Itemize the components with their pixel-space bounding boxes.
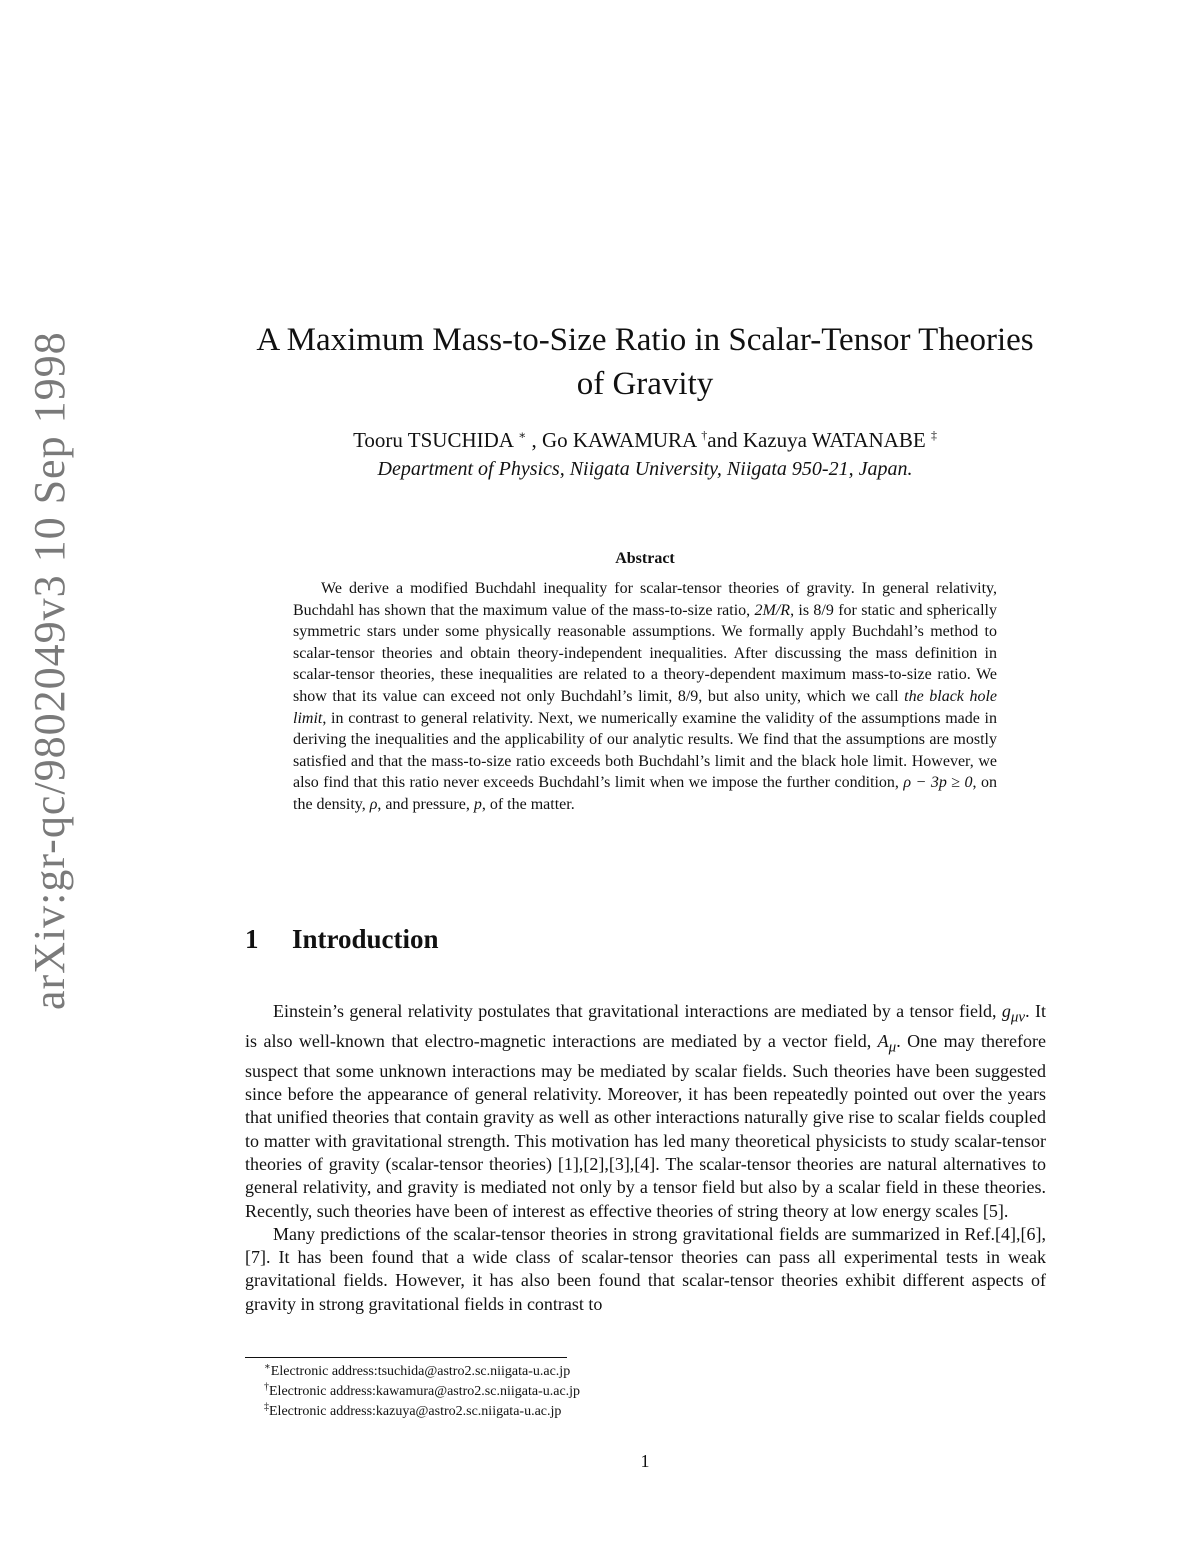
math-subscript: μν [1010,1009,1026,1026]
author-list [220,426,1070,454]
footnotes [264,1362,580,1422]
math-inline: 2M/R [754,601,791,619]
abstract-text: We derive a modified Buchdahl inequality for scalar-tensor theories of gravity. In general relativity, Buchdahl has shown that the maximum value of the mass-to-size ratio, [293,580,997,619]
paragraph-text: Einstein’s general relativity postulates that gravitational interactions are mediated by a tensor field, [273,1001,1002,1021]
math-inline: p [473,795,482,813]
footnote-divider [245,1357,567,1358]
section-heading-introduction [245,924,439,955]
footnote-item [264,1382,580,1402]
paragraph-text: . It is also well-known that electro-magnetic interactions are mediated by a vector field, [245,1001,1047,1051]
author-tsuchida: Tooru TSUCHIDA [353,428,519,452]
abstract-text: , and pressure, [377,795,474,813]
footnote-mark-2: † [701,428,708,442]
footnote-mark-3: ‡ [930,428,937,442]
arxiv-identifier-stamp: arXiv:gr-qc/9802049v3 10 Sep 1998 [25,331,74,1010]
footnote-mark: ∗ [264,1361,271,1373]
math-inline: ρ − 3p ≥ 0 [903,774,973,792]
author-separator-2: and Kazuya WATANABE [707,428,931,452]
abstract-heading: Abstract [615,550,675,567]
abstract-text: , on the density, [293,774,997,813]
body-paragraph: Many predictions of the scalar-tensor theories in strong gravitational fields are summarized in Ref.[4],[6],[7]. It has been found that a wide class of scalar-tensor theories can pass all experimental tests in weak gravitational fields. However, it has also been found that scalar-tensor theories exhibit different aspects of gravity in strong gravitational fields in contrast to [245,1223,1046,1314]
author-separator: , Go KAWAMURA [526,428,702,452]
footnote-text: Electronic address:tsuchida@astro2.sc.niigata-u.ac.jp [270,1364,571,1379]
author-affiliation: Department of Physics, Niigata University, Niigata 950-21, Japan. [377,458,913,480]
abstract-body [293,578,997,816]
footnote-text: Electronic address:kawamura@astro2.sc.niigata-u.ac.jp [269,1384,581,1399]
math-inline: ρ [369,795,378,813]
emphasis-text: the black hole limit [293,687,998,727]
footnote-mark: ‡ [264,1401,269,1413]
section-title: Introduction [292,924,439,954]
body-paragraph [245,1000,1046,1223]
introduction-body [245,1000,1046,1316]
paper-title [220,318,1070,406]
section-number: 1 [245,924,259,954]
math-subscript: μ [888,1039,897,1056]
footnote-mark: † [264,1381,269,1393]
abstract-text: , is 8/9 for static and spherically symmetric stars under some physically reasonable assumptions. We formally apply Buchdahl’s method to scalar-tensor theories and obtain theory-independent inequalities. After discussing the mass definition in scalar-tensor theories, these inequalities are related to a theory-dependent maximum mass-to-size ratio. We show that its value can exceed not only Buchdahl’s limit, 8/9, but also unity, which we call [293,601,997,705]
abstract-text: , in contrast to general relativity. Next, we numerically examine the validity of the assumptions made in deriving the inequalities and the applicability of our analytic results. We find that the assumptions are mostly satisfied and that the mass-to-size ratio exceeds both Buchdahl’s limit and the black hole limit. However, we also find that this ratio never exceeds Buchdahl’s limit when we impose the further condition, [293,709,997,792]
paper-title-line-2: of Gravity [576,366,714,402]
footnote-text: Electronic address:kazuya@astro2.sc.niigata-u.ac.jp [269,1404,562,1419]
abstract-text: , of the matter. [481,795,575,813]
page-number: 1 [640,1451,650,1471]
footnote-mark-1: ∗ [518,428,527,442]
footnote-item [264,1402,580,1422]
math-inline: A [877,1030,889,1051]
footnote-item [264,1362,580,1382]
paper-title-line-1: A Maximum Mass-to-Size Ratio in Scalar-Tensor Theories [256,322,1034,358]
math-inline: g [1001,1001,1011,1021]
paragraph-text: . One may therefore suspect that some unknown interactions may be mediated by scalar fields. Such theories have been suggested since before the appearance of general relativity. Moreover, it has been repeatedly pointed out over the years that unified theories that contain gravity as well as other interactions naturally give rise to scalar fields coupled to matter with gravitational strength. This motivation has led many theoretical physicists to study scalar-tensor theories of gravity (scalar-tensor theories) [1],[2],[3],[4]. The scalar-tensor theories are natural alternatives to general relativity, and gravity is mediated not only by a tensor field but also by a scalar field in these theories. Recently, such theories have been of interest as effective theories of string theory at low energy scales [5]. [245,1030,1046,1221]
